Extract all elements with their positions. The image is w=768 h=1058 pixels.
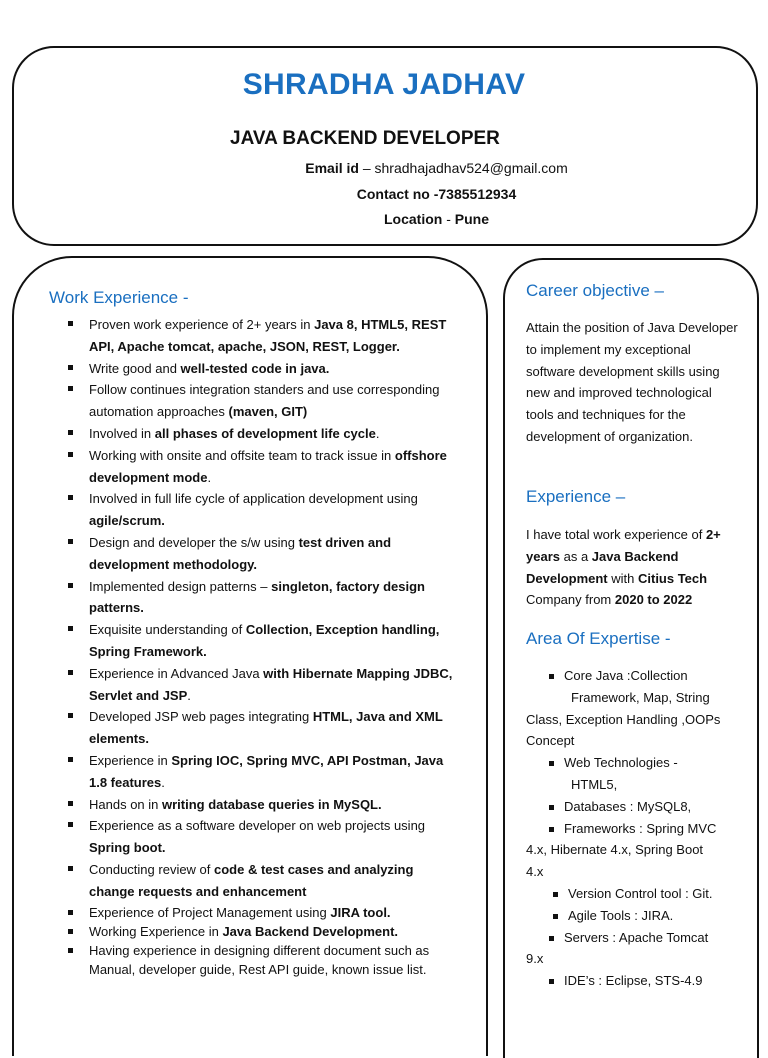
experience-text: Java Backend Development xyxy=(526,548,679,586)
work-experience-list xyxy=(68,314,458,979)
bullet-square-icon xyxy=(549,805,554,810)
expertise-text: 4.x xyxy=(526,864,544,880)
work-item-text: . xyxy=(375,425,380,441)
expertise-text: Frameworks : Spring MVC xyxy=(564,820,717,836)
email-label: Email id xyxy=(305,160,359,176)
bullet-square-icon xyxy=(549,674,554,679)
work-item-text: code & test cases and analyzing change requests and enhancement xyxy=(89,861,414,899)
expertise-text: Class, Exception Handling ,OOPs xyxy=(526,711,721,727)
candidate-name: SHRADHA JADHAV xyxy=(242,68,526,101)
expertise-item xyxy=(526,796,748,818)
career-objective-heading: Career objective – xyxy=(526,281,664,300)
location-label: Location xyxy=(383,211,443,227)
work-item-text: Having experience in designing different document such as Manual, developer guide, Rest API guide, known issue list. xyxy=(89,942,430,977)
work-item xyxy=(68,314,458,358)
expertise-line xyxy=(526,774,748,796)
bullet-square-icon xyxy=(553,892,558,897)
work-item-text: Hands on in xyxy=(89,796,162,812)
work-item-text: Working Experience in xyxy=(89,923,223,939)
work-item-text: singleton, factory design patterns. xyxy=(89,578,425,616)
expertise-item xyxy=(526,970,748,992)
expertise-text: Core Java :Collection xyxy=(564,668,688,683)
email-separator: – xyxy=(358,160,375,176)
expertise-item xyxy=(526,905,748,927)
work-item xyxy=(68,379,458,423)
work-item-text: JIRA tool. xyxy=(330,904,391,920)
experience-text: Citius Tech xyxy=(637,570,708,586)
work-item-text: Experience of Project Management using xyxy=(89,904,331,920)
experience-text: as a xyxy=(559,548,592,564)
work-item xyxy=(68,706,458,750)
work-item-text: Java 8, HTML5, REST API, Apache tomcat, apache, JSON, REST, Logger. xyxy=(89,317,447,354)
job-title: JAVA BACKEND DEVELOPER xyxy=(230,128,500,149)
work-item-text: (maven, GIT) xyxy=(228,404,308,420)
work-item-text: Working with onsite and offsite team to track issue in xyxy=(89,447,395,463)
work-item-text: Follow continues integration standers and use corresponding automation approaches xyxy=(89,382,440,420)
work-item xyxy=(68,423,458,445)
work-item-text: writing database queries in MySQL. xyxy=(162,796,382,812)
work-item-text: Proven work experience of 2+ years in xyxy=(89,317,315,332)
work-item-text: Experience in xyxy=(89,752,172,768)
work-item xyxy=(68,750,458,794)
expertise-text: Databases : MySQL8, xyxy=(564,798,692,814)
work-item-text: with Hibernate Mapping JDBC, Servlet and JSP xyxy=(89,665,453,703)
expertise-line xyxy=(526,687,748,709)
bullet-square-icon xyxy=(549,827,554,832)
experience-text: with xyxy=(607,570,638,586)
expertise-line xyxy=(526,927,748,949)
work-item-text: test driven and development methodology. xyxy=(89,534,392,572)
experience-text: I have total work experience of xyxy=(526,527,706,542)
work-item xyxy=(68,903,458,922)
expertise-item xyxy=(526,927,748,971)
work-item xyxy=(68,663,458,707)
expertise-text: HTML5, xyxy=(571,776,618,792)
work-item-text: Involved in xyxy=(89,425,155,441)
expertise-list xyxy=(526,665,748,992)
work-item-text: Experience in Advanced Java xyxy=(89,665,264,681)
work-item-text: Spring boot. xyxy=(89,840,166,856)
expertise-text: IDE’s : Eclipse, STS-4.9 xyxy=(564,973,703,989)
work-item-text: well-tested code in java. xyxy=(180,360,330,376)
expertise-line xyxy=(526,948,748,970)
expertise-item xyxy=(526,752,748,796)
expertise-heading: Area Of Expertise - xyxy=(526,629,671,648)
email-line xyxy=(105,160,768,176)
experience-summary xyxy=(526,524,742,611)
work-item xyxy=(68,941,458,979)
work-item xyxy=(68,619,458,663)
work-item-text: offshore development mode xyxy=(89,447,447,485)
expertise-text: Version Control tool : Git. xyxy=(568,885,713,901)
work-item-text: . xyxy=(161,774,165,790)
work-item-text: Collection, Exception handling, Spring Framework. xyxy=(89,622,440,659)
expertise-line xyxy=(526,752,748,774)
bullet-square-icon xyxy=(553,914,558,919)
bullet-square-icon xyxy=(549,979,554,984)
experience-heading: Experience – xyxy=(526,487,626,506)
work-item-text: all phases of development life cycle xyxy=(154,425,376,441)
work-item-text: . xyxy=(187,687,191,703)
expertise-line xyxy=(526,883,748,905)
expertise-item xyxy=(526,665,748,752)
contact-line xyxy=(105,186,768,202)
work-experience-heading: Work Experience - xyxy=(49,288,189,307)
work-item-text: Conducting review of xyxy=(89,861,215,877)
expertise-line xyxy=(526,905,748,927)
work-item-text: Developed JSP web pages integrating xyxy=(89,709,313,725)
work-item-text: Write good and xyxy=(89,360,181,376)
work-item-text: agile/scrum. xyxy=(89,513,165,529)
work-item-text: Spring IOC, Spring MVC, API Postman, Java 1.8 features xyxy=(89,752,444,790)
experience-text: 2+ years xyxy=(526,527,721,564)
work-item-text: Involved in full life cycle of application development using xyxy=(89,491,418,507)
expertise-text: Agile Tools : JIRA. xyxy=(568,907,674,923)
expertise-line xyxy=(526,665,748,687)
career-objective-text: Attain the position of Java Developer to implement my exceptional software development skills using new and improved technological tools and techniques for the development of organization. xyxy=(526,320,738,444)
email-value[interactable]: shradhajadhav524@gmail.com xyxy=(374,160,568,176)
expertise-line xyxy=(526,818,748,840)
expertise-line xyxy=(526,709,748,731)
work-item-text: Design and developer the s/w using xyxy=(89,534,299,550)
location-value: Pune xyxy=(454,211,490,227)
expertise-line xyxy=(526,730,748,752)
location-separator: - xyxy=(442,211,455,227)
expertise-line xyxy=(526,861,748,883)
expertise-item xyxy=(526,883,748,905)
work-item xyxy=(68,576,458,620)
work-item-text: Experience as a software developer on web projects using xyxy=(89,818,426,834)
expertise-line xyxy=(526,796,748,818)
expertise-line xyxy=(526,839,748,861)
contact-value: -7385512934 xyxy=(429,186,517,202)
work-item-text: Implemented design patterns – xyxy=(89,578,272,594)
experience-text: 2020 to 2022 xyxy=(614,592,693,608)
bullet-square-icon xyxy=(549,936,554,941)
work-item xyxy=(68,532,458,576)
work-item xyxy=(68,445,458,489)
work-item-text: Exquisite understanding of xyxy=(89,622,246,638)
work-item xyxy=(68,794,458,816)
work-item-text: Java Backend Development. xyxy=(222,923,399,939)
contact-label: Contact no xyxy=(356,186,430,202)
expertise-text: 9.x xyxy=(526,951,544,967)
location-line xyxy=(105,211,768,227)
expertise-item xyxy=(526,818,748,883)
work-item-text: HTML, Java and XML elements. xyxy=(89,709,443,747)
work-item xyxy=(68,358,458,380)
expertise-text: 4.x, Hibernate 4.x, Spring Boot xyxy=(526,842,704,858)
bullet-square-icon xyxy=(549,761,554,766)
expertise-text: Servers : Apache Tomcat xyxy=(564,929,709,945)
work-item xyxy=(68,859,458,903)
expertise-text: Web Technologies - xyxy=(564,755,678,771)
work-item-text: . xyxy=(207,469,212,485)
work-item xyxy=(68,922,458,941)
expertise-text: Concept xyxy=(526,733,575,749)
experience-text: Company from xyxy=(526,592,615,608)
expertise-line xyxy=(526,970,748,992)
expertise-text: Framework, Map, String xyxy=(571,689,710,705)
work-item xyxy=(68,488,458,532)
work-item xyxy=(68,815,458,859)
